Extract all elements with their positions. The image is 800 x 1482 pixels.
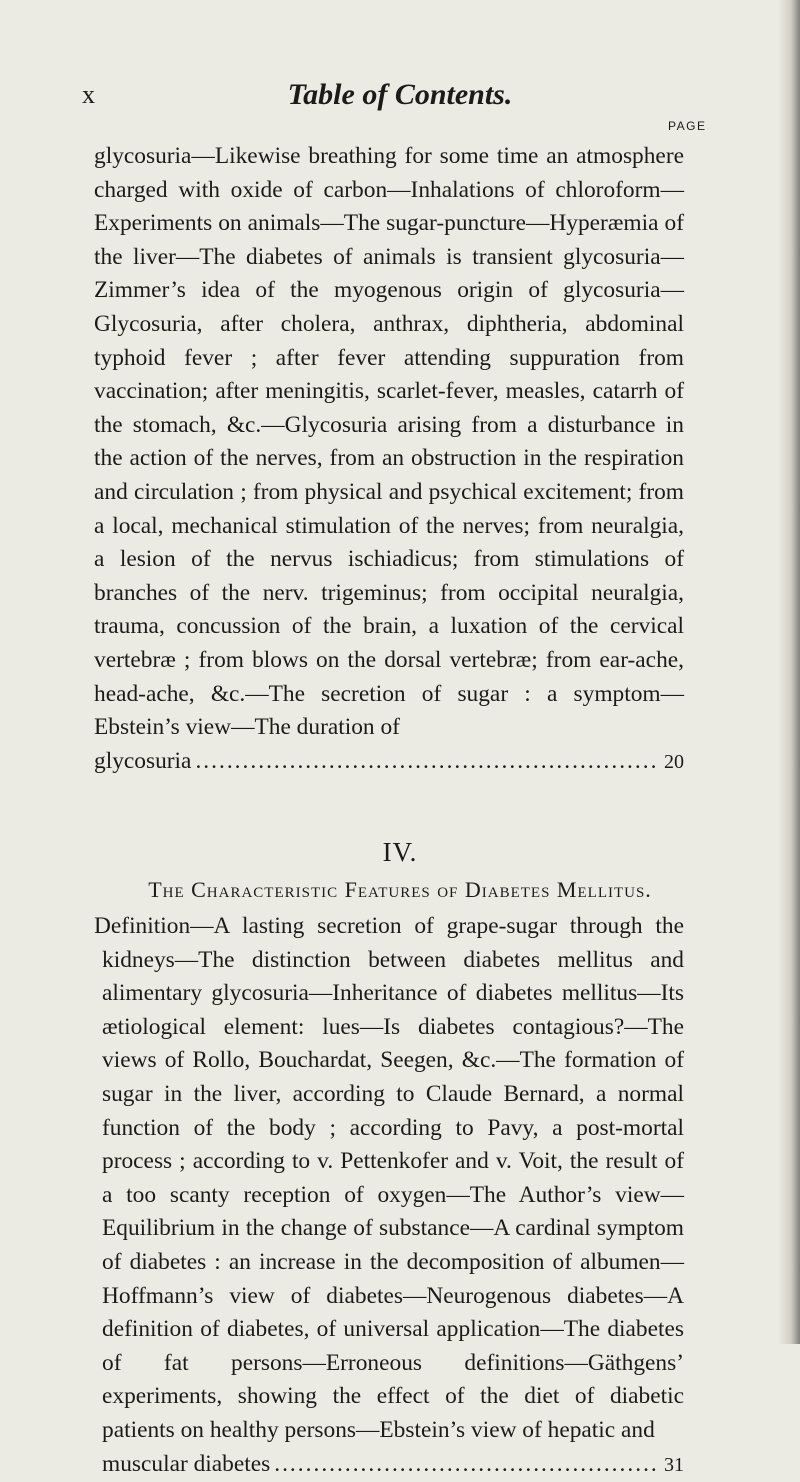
folio-number: x <box>82 80 96 110</box>
toc-entry-final-words: glycosuria <box>94 745 191 779</box>
toc-entry-body: glycosuria—Likewise breathing for some time an atmosphere charged with oxide of carbon—Inhalations of chloroform—Experiments on animals—The sugar-puncture—Hyperæmia of the liver—The diabetes of animals is transient glycosuria—Zimmer’s idea of the myogenous origin of glycosuria—Glycosuria, after cholera, anthrax, diphtheria, abdominal typhoid fever ; after fever attending suppuration from vaccination; after meningitis, scarlet-fever, measles, catarrh of the stomach, &c.—Glycosuria arising from a disturbance in the action of the nerves, from an obstruction in the respiration and circulation ; from physical and psychical excitement; from a local, mechanical stimulation of the nerves; from neuralgia, a lesion of the nervus ischiadicus; from stimulations of branches of the nerv. trigeminus; from occipital neuralgia, trauma, concussion of the brain, a luxation of the cervical vertebræ ; from blows on the dorsal vertebræ; from ear-ache, head-ache, &c.—The secretion of sugar : a symptom—Ebstein’s view—The duration of <box>94 143 684 740</box>
page-header <box>82 78 718 118</box>
toc-entry-last-line <box>102 1448 684 1482</box>
page-column-label: PAGE <box>668 119 706 133</box>
page-edge-shadow <box>778 0 800 1344</box>
toc-entry-chapter-iv <box>102 910 684 1482</box>
dot-leader <box>274 1448 660 1482</box>
toc-entry-final-words: muscular diabetes <box>102 1448 270 1482</box>
toc-page-number: 31 <box>664 1449 684 1482</box>
toc-entry-body: Definition—A lasting secretion of grape-sugar through the kidneys—The distinction between diabetes mellitus and alimentary glycosuria—Inheritance of diabetes mellitus—Its ætiological element: lues—Is diabetes contagious?—The views of Rollo, Bouchardat, Seegen, &c.—The formation of sugar in the liver, according to Claude Bernard, a normal function of the body ; according to Pavy, a post-mortal process ; according to v. Pettenkofer and v. Voit, the result of a too scanty reception of oxygen—The Author’s view—Equilibrium in the change of substance—A cardinal symptom of diabetes : an increase in the decomposition of albumen—Hoffmann’s view of diabetes—Neurogenous diabetes—A definition of diabetes, of universal application—The diabetes of fat persons—Erroneous definitions—Gäthgens’ experiments, showing the effect of the diet of diabetic patients on healthy persons—Ebstein’s view of hepatic and <box>94 913 684 1443</box>
toc-entry-chapter-iii-continued <box>94 140 684 779</box>
dot-leader <box>195 745 660 779</box>
running-title: Table of Contents. <box>82 78 718 112</box>
chapter-numeral: IV. <box>0 837 800 868</box>
chapter-title: The Characteristic Features of Diabetes Mellitus. <box>90 877 710 903</box>
toc-entry-last-line <box>94 745 684 780</box>
toc-page-number: 20 <box>664 746 684 780</box>
